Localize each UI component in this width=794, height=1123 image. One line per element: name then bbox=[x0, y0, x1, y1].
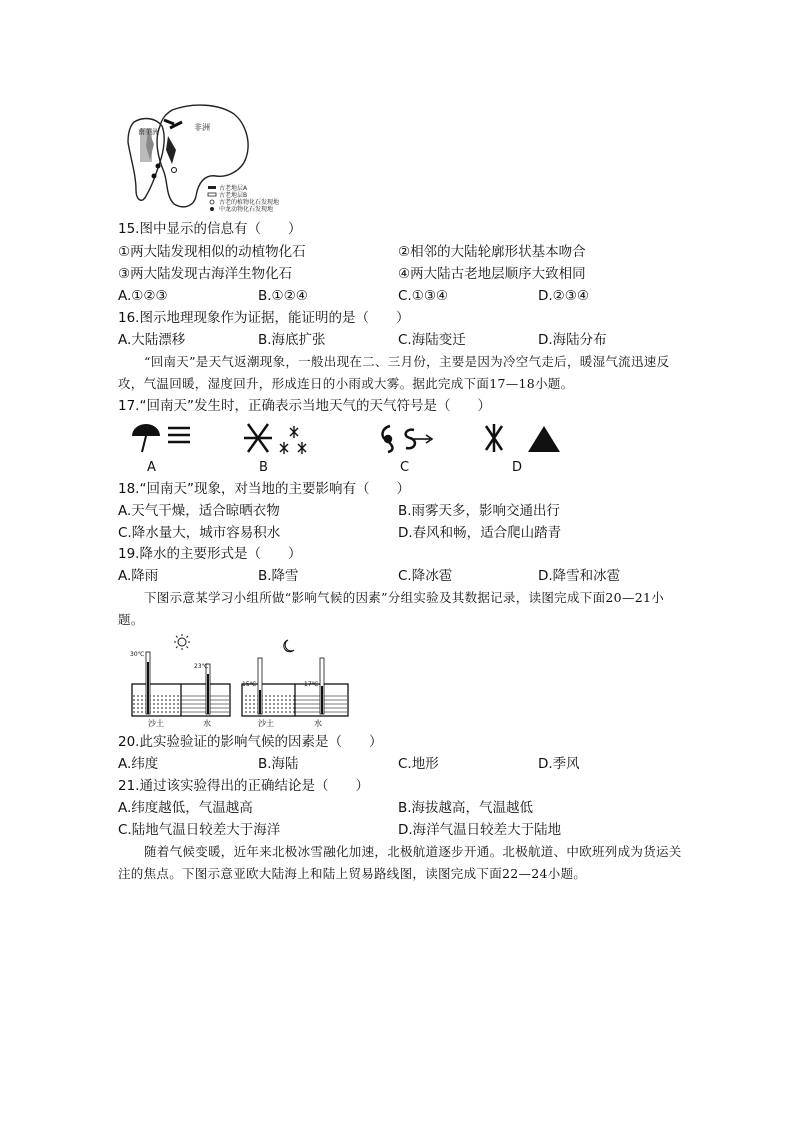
q16-stem: 16.图示地理现象作为证据，能证明的是（ ） bbox=[118, 310, 410, 326]
sun-icon bbox=[174, 634, 190, 650]
q15-option-b[interactable]: B.①②④ bbox=[258, 288, 308, 304]
q16-option-c[interactable]: C.海陆变迁 bbox=[398, 332, 466, 348]
q21-option-c[interactable]: C.陆地气温日较差大于海洋 bbox=[118, 822, 281, 838]
q15-stem: 15.图中显示的信息有（ ） bbox=[118, 221, 302, 237]
q19-option-c[interactable]: C.降冰雹 bbox=[398, 568, 453, 584]
q19-option-a[interactable]: A.降雨 bbox=[118, 568, 159, 584]
q20-option-b[interactable]: B.海陆 bbox=[258, 756, 299, 772]
q20-option-c[interactable]: C.地形 bbox=[398, 756, 439, 772]
legend-text-plant: 古老的植物化石发现地 bbox=[219, 199, 280, 206]
q18-stem: 18.“回南天”现象，对当地的主要影响有（ ） bbox=[118, 481, 410, 497]
q18-option-a[interactable]: A.天气干燥，适合晾晒衣物 bbox=[118, 503, 280, 519]
label-day-sand: 沙土 bbox=[148, 719, 164, 728]
q20-option-a[interactable]: A.纬度 bbox=[118, 756, 159, 772]
label-south-america: 南美洲 bbox=[138, 128, 159, 136]
q15-option-a[interactable]: A.①②③ bbox=[118, 288, 168, 304]
night-setup bbox=[242, 640, 348, 728]
weather-symbols bbox=[118, 418, 578, 458]
label-night-sand: 沙土 bbox=[258, 719, 274, 728]
q17-label-c[interactable]: C bbox=[400, 460, 410, 475]
q21-stem: 21.通过该实验得出的正确结论是（ ） bbox=[118, 778, 369, 794]
passage-experiment: 下图示意某学习小组所做“影响气候的因素”分组实验及其数据记录，读图完成下面20—21小题。 bbox=[118, 590, 664, 627]
q16-option-b[interactable]: B.海底扩张 bbox=[258, 332, 326, 348]
q15-option-d[interactable]: D.②③④ bbox=[538, 288, 589, 304]
q15-option-c[interactable]: C.①③④ bbox=[398, 288, 449, 304]
temp-day-water: 23℃ bbox=[194, 663, 209, 670]
temp-night-water: 17℃ bbox=[304, 681, 319, 688]
q20-stem: 20.此实验验证的影响气候的因素是（ ） bbox=[118, 734, 383, 750]
q16-option-a[interactable]: A.大陆漂移 bbox=[118, 332, 186, 348]
snow-symbol-icon bbox=[244, 424, 306, 454]
legend-text-b: 古老地层B bbox=[219, 192, 248, 199]
label-day-water: 水 bbox=[203, 719, 211, 728]
q18-option-b[interactable]: B.雨雾天多，影响交通出行 bbox=[398, 503, 561, 519]
q15-statement-1: ①两大陆发现相似的动植物化石 bbox=[118, 244, 306, 260]
q17-stem: 17.“回南天”发生时，正确表示当地天气的天气符号是（ ） bbox=[118, 398, 491, 414]
temp-day-sand: 30℃ bbox=[130, 651, 145, 658]
legend-text-a: 古老地层A bbox=[219, 185, 248, 192]
label-night-water: 水 bbox=[314, 719, 322, 728]
q17-label-a[interactable]: A bbox=[147, 460, 156, 475]
passage-arctic-route: 随着气候变暖，近年来北极冰雪融化加速，北极航道逐步开通。北极航道、中欧班列成为货运关注的焦点。下图示意亚欧大陆海上和陆上贸易路线图，读图完成下面22—24小题。 bbox=[118, 844, 682, 881]
q21-option-b[interactable]: B.海拔越高，气温越低 bbox=[398, 800, 534, 816]
q21-option-d[interactable]: D.海洋气温日较差大于陆地 bbox=[398, 822, 562, 838]
snow-hail-symbol-icon bbox=[486, 424, 560, 452]
q19-option-b[interactable]: B.降雪 bbox=[258, 568, 299, 584]
q17-label-d[interactable]: D bbox=[512, 460, 523, 475]
passage-huinantian: “回南天”是天气返潮现象，一般出现在二、三月份，主要是因为冷空气走后，暖湿气流迅速反攻，气温回暖，湿度回升，形成连日的小雨或大雾。据此完成下面17—18小题。 bbox=[118, 354, 670, 391]
q18-option-d[interactable]: D.春风和畅，适合爬山踏青 bbox=[398, 525, 562, 541]
experiment-diagram bbox=[128, 634, 358, 730]
q15-statement-2: ②相邻的大陆轮廓形状基本吻合 bbox=[398, 244, 586, 260]
q17-label-b[interactable]: B bbox=[259, 460, 268, 475]
q21-option-a[interactable]: A.纬度越低，气温越高 bbox=[118, 800, 253, 816]
rain-fog-symbol-icon bbox=[132, 424, 190, 452]
legend-text-animal: 中龙动物化石发现地 bbox=[219, 206, 274, 213]
q15-statement-3: ③两大陆发现古海洋生物化石 bbox=[118, 266, 293, 282]
q20-option-d[interactable]: D.季风 bbox=[538, 756, 580, 772]
label-africa: 非洲 bbox=[194, 123, 210, 132]
typhoon-sandstorm-symbol-icon bbox=[383, 426, 432, 452]
day-setup bbox=[130, 634, 230, 728]
q15-statement-4: ④两大陆古老地层顺序大致相同 bbox=[398, 266, 586, 282]
q16-option-d[interactable]: D.海陆分布 bbox=[538, 332, 607, 348]
q19-stem: 19.降水的主要形式是（ ） bbox=[118, 546, 302, 562]
q18-option-c[interactable]: C.降水量大，城市容易积水 bbox=[118, 525, 281, 541]
q19-option-d[interactable]: D.降雪和冰雹 bbox=[538, 568, 621, 584]
moon-icon bbox=[284, 640, 294, 652]
temp-night-sand: 15℃ bbox=[242, 681, 257, 688]
continental-fit-map bbox=[124, 100, 324, 218]
